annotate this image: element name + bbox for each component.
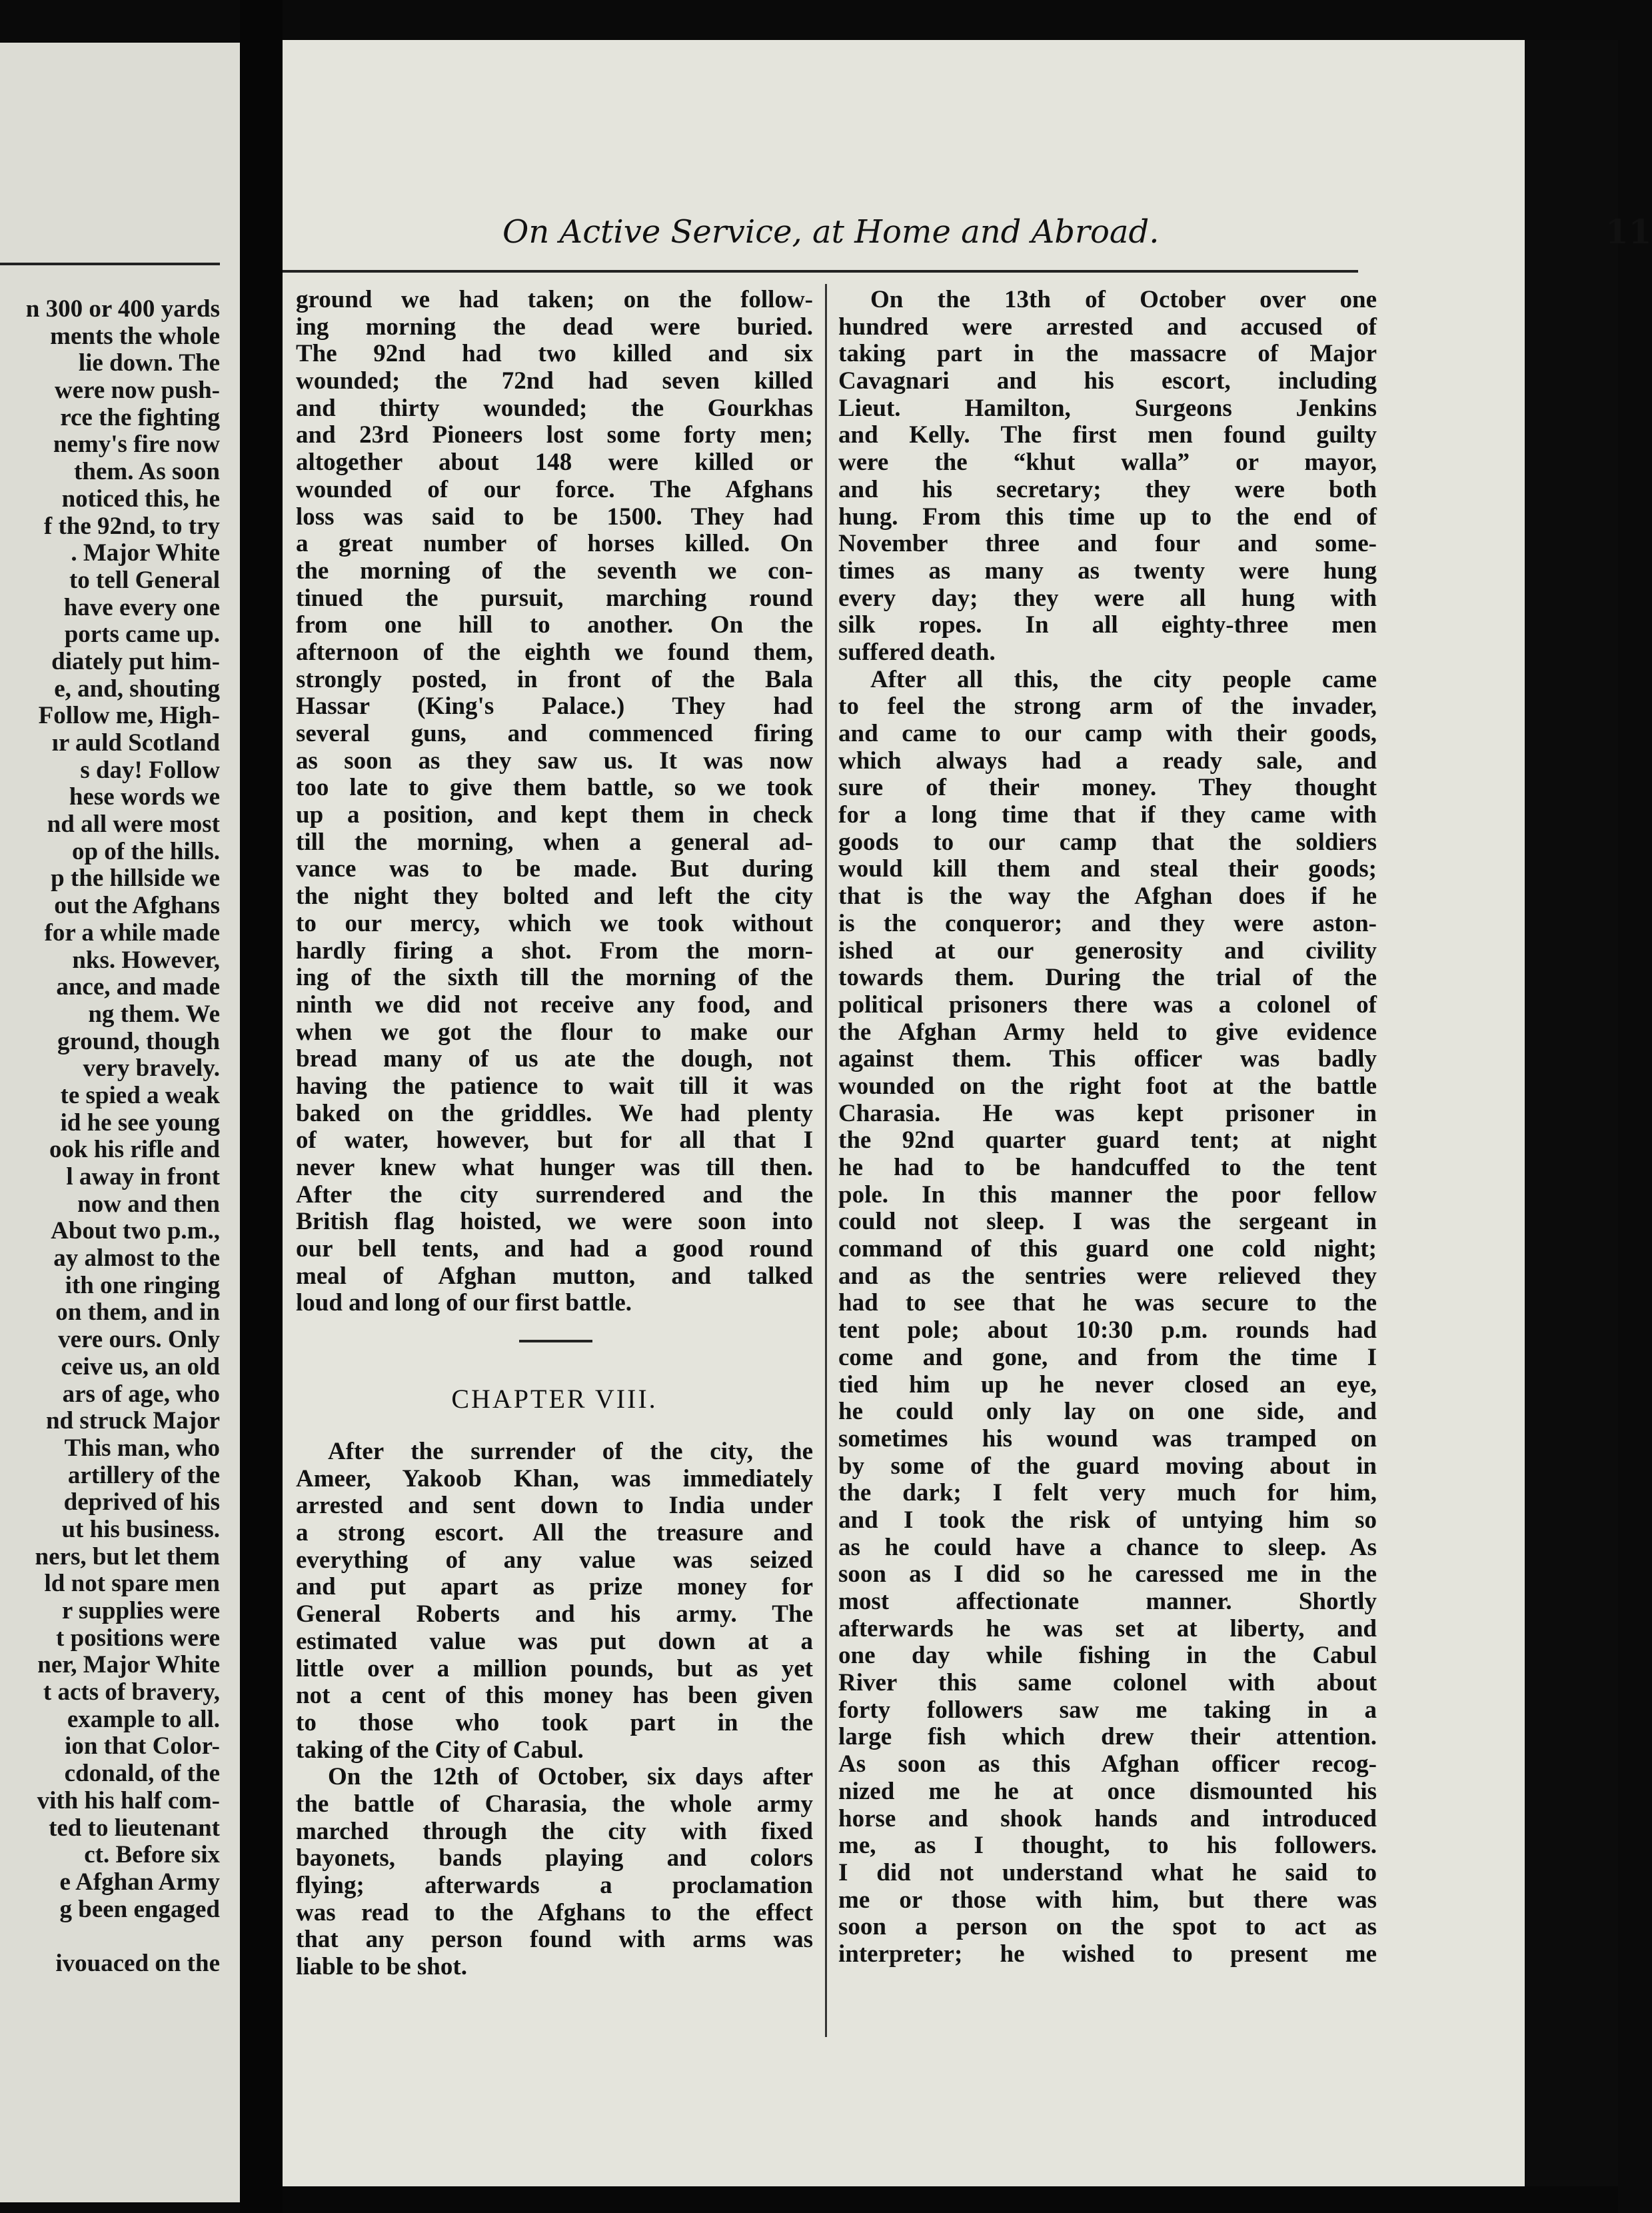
text-line: loss was said to be 1500. They had: [296, 503, 813, 531]
text-line: afternoon of the eighth we found them,: [296, 638, 813, 666]
text-line: s day! Follow: [80, 756, 220, 784]
column-left-top-text: [296, 287, 813, 1317]
text-line: g been engaged: [59, 1895, 220, 1923]
text-line: taking of the City of Cabul.: [296, 1736, 584, 1764]
text-line: ay almost to the: [53, 1244, 220, 1272]
text-line: After the city surrendered and the: [296, 1180, 813, 1208]
column-divider: [825, 284, 827, 2037]
text-line: could not sleep. I was the sergeant in: [838, 1208, 1377, 1236]
text-line: afterwards he was set at liberty, and: [838, 1614, 1377, 1642]
text-line: tent pole; about 10:30 p.m. rounds had: [838, 1316, 1377, 1344]
text-line: against them. This officer was badly: [838, 1045, 1377, 1073]
text-line: e, and, shouting: [54, 675, 220, 703]
text-line: and as the sentries were relieved they: [838, 1262, 1377, 1290]
text-line: the Afghan Army held to give evidence: [838, 1018, 1377, 1046]
text-line: now and then: [77, 1190, 220, 1218]
text-line: everything of any value was seized: [296, 1546, 813, 1574]
text-line: November three and four and some-: [838, 530, 1377, 558]
text-line: liable to be shot.: [296, 1953, 467, 1981]
text-line: forty followers saw me taking in a: [838, 1696, 1377, 1724]
text-line: goods to our camp that the soldiers: [838, 828, 1377, 856]
text-line: ted to lieutenant: [49, 1814, 220, 1842]
text-line: as soon as they saw us. It was now: [296, 747, 813, 775]
text-line: ing of the sixth till the morning of the: [296, 964, 813, 992]
text-line: ion that Color-: [65, 1732, 220, 1760]
text-line: noticed this, he: [61, 485, 220, 513]
column-left-bottom-text: [296, 1438, 813, 1981]
previous-page-text: [0, 296, 220, 1978]
text-line: t acts of bravery,: [43, 1678, 220, 1706]
text-line: flying; afterwards a proclamation: [296, 1872, 813, 1899]
text-line: were now push-: [54, 377, 220, 405]
text-line: As soon as this Afghan officer recog-: [838, 1750, 1377, 1778]
text-line: nks. However,: [72, 946, 220, 974]
text-line: the battle of Charasia, the whole army: [296, 1790, 813, 1818]
text-line: soon as I did so he caressed me in the: [838, 1560, 1377, 1588]
text-line: estimated value was put down at a: [296, 1627, 813, 1655]
text-line: p the hillside we: [51, 865, 220, 893]
text-line: to our mercy, which we took without: [296, 909, 813, 937]
text-line: times as many as twenty were hung: [838, 557, 1377, 585]
text-line: suffered death.: [838, 638, 996, 666]
text-line: General Roberts and his army. The: [296, 1600, 813, 1628]
text-line: have every one: [63, 593, 220, 621]
text-line: hundred were arrested and accused of: [838, 313, 1377, 341]
text-line: op of the hills.: [71, 837, 220, 865]
text-line: very bravely.: [83, 1055, 220, 1083]
text-line: and Kelly. The first men found guilty: [838, 421, 1377, 449]
text-line: soon a person on the spot to act as: [838, 1913, 1377, 1941]
text-line: marched through the city with fixed: [296, 1817, 813, 1845]
text-line: most affectionate manner. Shortly: [838, 1588, 1377, 1615]
text-line: ith one ringing: [65, 1271, 220, 1299]
text-line: me, as I thought, to his followers.: [838, 1832, 1377, 1860]
text-line: wounded of our force. The Afghans: [296, 475, 813, 503]
text-line: arrested and sent down to India under: [296, 1492, 813, 1520]
text-line: deprived of his: [63, 1488, 220, 1516]
text-line: loud and long of our first battle.: [296, 1289, 632, 1317]
text-line: te spied a weak: [60, 1081, 220, 1109]
text-line: e Afghan Army: [59, 1868, 220, 1896]
text-line: come and gone, and from the time I: [838, 1343, 1377, 1371]
text-line: were the “khut walla” or mayor,: [838, 449, 1377, 477]
text-line: silk ropes. In all eighty-three men: [838, 611, 1377, 639]
text-line: and his secretary; they were both: [838, 475, 1377, 503]
text-line: nd all were most: [47, 811, 220, 839]
text-line: id he see young: [60, 1108, 220, 1136]
text-line: r supplies were: [61, 1597, 220, 1624]
text-line: and I took the risk of untying him so: [838, 1506, 1377, 1534]
text-line: On the 13th of October over one: [870, 286, 1377, 313]
text-line: a great number of horses killed. On: [296, 530, 813, 558]
page-header: [502, 212, 1652, 260]
text-line: the 92nd quarter guard tent; at night: [838, 1126, 1377, 1154]
text-line: ut his business.: [61, 1515, 220, 1543]
text-line: till the morning, when a general ad-: [296, 828, 813, 856]
column-right-text: [838, 287, 1377, 1968]
text-line: me or those with him, but there was: [838, 1886, 1377, 1914]
text-line: when we got the flour to make our: [296, 1018, 813, 1046]
text-line: This man, who: [64, 1434, 220, 1462]
text-line: to tell General: [69, 566, 220, 594]
text-line: for a while made: [44, 919, 220, 947]
text-line: out the Afghans: [54, 892, 220, 920]
text-line: hese words we: [69, 783, 220, 811]
text-line: sure of their money. They thought: [838, 774, 1377, 802]
text-line: nemy's fire now: [53, 431, 220, 459]
text-line: Hassar (King's Palace.) They had: [296, 693, 813, 721]
text-line: River this same colonel with about: [838, 1669, 1377, 1697]
text-line: t positions were: [56, 1624, 220, 1652]
text-line: cdonald, of the: [64, 1760, 220, 1788]
page: [283, 40, 1652, 2186]
header-rule: [283, 270, 1358, 273]
text-line: was read to the Afghans to the effect: [296, 1898, 813, 1926]
text-line: Ameer, Yakoob Khan, was immediately: [296, 1464, 813, 1492]
text-line: tied him up he never closed an eye,: [838, 1370, 1377, 1398]
text-line: vere ours. Only: [58, 1326, 220, 1354]
text-line: interpreter; he wished to present me: [838, 1940, 1377, 1968]
text-line: wounded on the right foot at the battle: [838, 1072, 1377, 1100]
book-gutter: [240, 0, 283, 2213]
text-line: diately put him-: [51, 647, 220, 675]
text-line: Cavagnari and his escort, including: [838, 367, 1377, 395]
text-line: and 23rd Pioneers lost some forty men;: [296, 421, 813, 449]
text-line: that is the way the Afghan does if he: [838, 883, 1377, 911]
text-line: example to all.: [67, 1705, 220, 1733]
text-line: ance, and made: [56, 973, 220, 1001]
text-line: he could only lay on one side, and: [838, 1398, 1377, 1426]
text-line: Lieut. Hamilton, Surgeons Jenkins: [838, 394, 1377, 422]
chapter-heading: CHAPTER VIII.: [451, 1384, 658, 1414]
text-line: ır auld Scotland: [51, 729, 220, 757]
text-line: that any person found with arms was: [296, 1926, 813, 1954]
text-line: l away in front: [66, 1163, 220, 1190]
text-line: horse and shook hands and introduced: [838, 1804, 1377, 1832]
text-line: ars of age, who: [62, 1380, 220, 1408]
text-line: every day; they were all hung with: [838, 584, 1377, 612]
text-line: hardly firing a shot. From the morn-: [296, 937, 813, 965]
text-line: altogether about 148 were killed or: [296, 449, 813, 477]
previous-page-rule: [0, 263, 220, 265]
text-line: ng them. We: [88, 1000, 220, 1028]
text-line: by some of the guard moving about in: [838, 1452, 1377, 1480]
text-line: on them, and in: [55, 1298, 220, 1326]
text-line: to feel the strong arm of the invader,: [838, 693, 1377, 721]
text-line: and put apart as prize money for: [296, 1573, 813, 1601]
text-line: the dark; I felt very much for him,: [838, 1479, 1377, 1507]
text-line: several guns, and commenced firing: [296, 720, 813, 747]
text-line: ct. Before six: [84, 1841, 220, 1869]
text-line: bayonets, bands playing and colors: [296, 1844, 813, 1872]
text-line: too late to give them battle, so we took: [296, 774, 813, 802]
text-line: ground, though: [57, 1027, 220, 1055]
text-line: ing morning the dead were buried.: [296, 313, 813, 341]
text-line: from one hill to another. On the: [296, 611, 813, 639]
text-line: never knew what hunger was till then.: [296, 1154, 813, 1181]
scan-border-bottom: [283, 2186, 1618, 2213]
text-line: of water, however, but for all that I: [296, 1126, 813, 1154]
text-line: ook his rifle and: [49, 1136, 220, 1164]
text-line: artillery of the: [67, 1461, 220, 1489]
text-line: having the patience to wait till it was: [296, 1072, 813, 1100]
text-line: ner, Major White: [37, 1651, 220, 1679]
text-line: to those who took part in the: [296, 1708, 813, 1736]
text-line: which always had a ready sale, and: [838, 747, 1377, 775]
text-line: lie down. The: [78, 349, 220, 377]
text-line: After the surrender of the city, the: [328, 1438, 813, 1465]
text-line: command of this guard one cold night;: [838, 1235, 1377, 1263]
text-line: baked on the griddles. We had plenty: [296, 1099, 813, 1127]
text-line: ports came up.: [64, 621, 220, 649]
text-line: vith his half com-: [37, 1786, 220, 1814]
text-line: had to see that he was secure to the: [838, 1289, 1377, 1317]
text-line: ners, but let them: [35, 1542, 220, 1570]
text-line: is the conqueror; and they were aston-: [838, 909, 1377, 937]
text-line: them. As soon: [74, 458, 220, 486]
text-line: up a position, and kept them in check: [296, 801, 813, 829]
text-line: ninth we did not receive any food, and: [296, 991, 813, 1019]
text-line: strongly posted, in front of the Bala: [296, 665, 813, 693]
text-line: f the 92nd, to try: [43, 512, 220, 540]
text-column-left: [296, 287, 813, 1317]
text-line: as he could have a chance to sleep. As: [838, 1533, 1377, 1561]
text-line: little over a million pounds, but as yet: [296, 1654, 813, 1682]
text-line: After all this, the city people came: [870, 665, 1377, 693]
text-line: taking part in the massacre of Major: [838, 340, 1377, 368]
text-line: political prisoners there was a colonel of: [838, 991, 1377, 1019]
text-line: and thirty wounded; the Gourkhas: [296, 394, 813, 422]
text-line: nized me he at once dismounted his: [838, 1777, 1377, 1805]
text-line: a strong escort. All the treasure and: [296, 1519, 813, 1547]
previous-page-fragment: [0, 43, 240, 2202]
text-line: ld not spare men: [44, 1570, 220, 1598]
text-line: tinued the pursuit, marching round: [296, 584, 813, 612]
text-line: for a long time that if they came with: [838, 801, 1377, 829]
text-line: towards them. During the trial of the: [838, 964, 1377, 992]
text-line: vance was to be made. But during: [296, 855, 813, 883]
page-number: 11: [1605, 212, 1652, 251]
text-line: Charasia. He was kept prisoner in: [838, 1099, 1377, 1127]
scan-border: [1525, 40, 1618, 2213]
text-line: ivouaced on the: [55, 1949, 220, 1977]
text-line: I did not understand what he said to: [838, 1858, 1377, 1886]
text-line: ished at our generosity and civility: [838, 937, 1377, 965]
text-line: About two p.m.,: [51, 1217, 220, 1245]
text-line: the morning of the seventh we con-: [296, 557, 813, 585]
text-line: sometimes his wound was tramped on: [838, 1424, 1377, 1452]
text-line: On the 12th of October, six days after: [328, 1763, 813, 1791]
text-line: wounded; the 72nd had seven killed: [296, 367, 813, 395]
text-line: our bell tents, and had a good round: [296, 1235, 813, 1263]
text-line: and came to our camp with their goods,: [838, 720, 1377, 747]
text-line: would kill them and steal their goods;: [838, 855, 1377, 883]
text-line: not a cent of this money has been given: [296, 1682, 813, 1710]
section-divider: [519, 1340, 592, 1342]
text-line: n 300 or 400 yards: [25, 295, 220, 323]
text-column-left-continued: [296, 1438, 813, 1981]
text-line: ments the whole: [50, 322, 220, 350]
text-line: pole. In this manner the poor fellow: [838, 1180, 1377, 1208]
text-line: Follow me, High-: [38, 702, 220, 730]
text-line: the night they bolted and left the city: [296, 883, 813, 911]
text-column-right: [838, 287, 1377, 1968]
text-line: he had to be handcuffed to the tent: [838, 1154, 1377, 1181]
running-title: On Active Service, at Home and Abroad.: [502, 213, 1160, 251]
text-line: British flag hoisted, we were soon into: [296, 1208, 813, 1236]
text-line: one day while fishing in the Cabul: [838, 1642, 1377, 1670]
text-line: meal of Afghan mutton, and talked: [296, 1262, 813, 1290]
text-line: ceive us, an old: [61, 1352, 220, 1380]
text-line: . Major White: [71, 539, 220, 567]
text-line: ground we had taken; on the follow-: [296, 286, 813, 313]
text-line: The 92nd had two killed and six: [296, 340, 813, 368]
text-line: hung. From this time up to the end of: [838, 503, 1377, 531]
text-line: large fish which drew their attention.: [838, 1723, 1377, 1751]
text-line: rce the fighting: [60, 403, 220, 431]
text-line: bread many of us ate the dough, not: [296, 1045, 813, 1073]
text-line: nd struck Major: [45, 1407, 220, 1435]
text-line: [0, 1923, 220, 1950]
